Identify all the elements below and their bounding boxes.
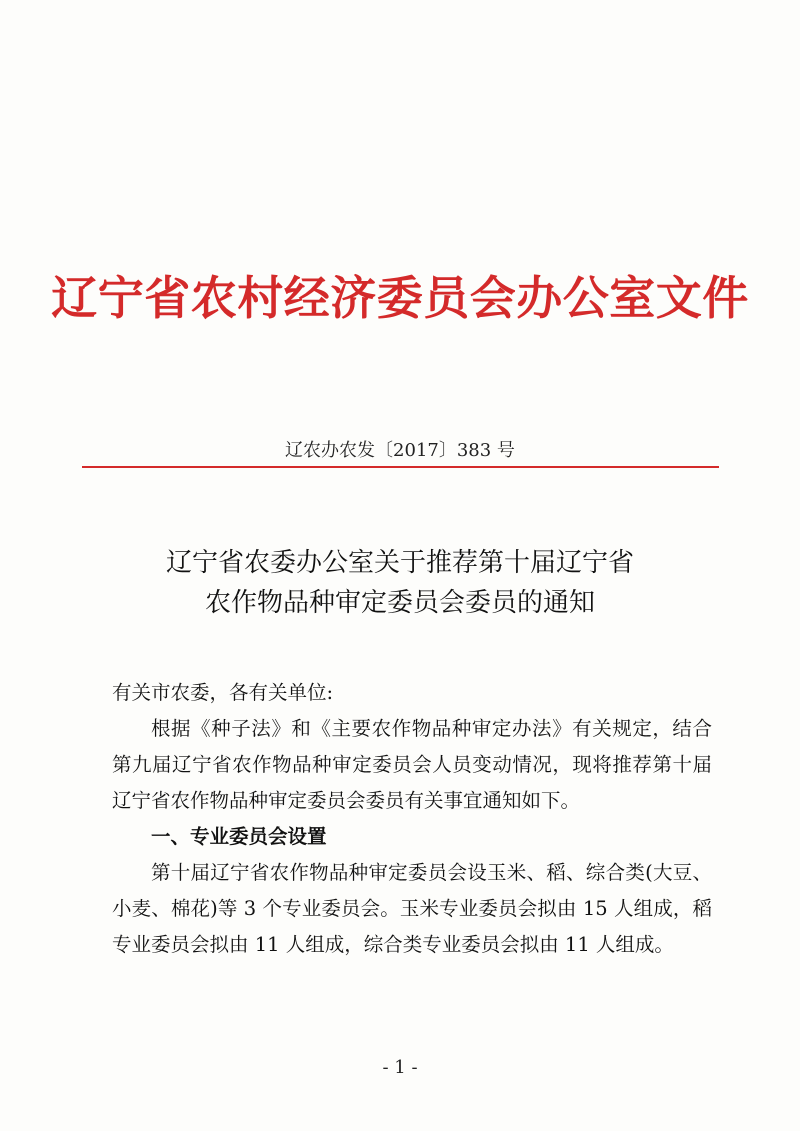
body-paragraph-2: 第十届辽宁省农作物品种审定委员会设玉米、稻、综合类(大豆、小麦、棉花)等 3 个专业委员会。玉米专业委员会拟由 15 人组成，稻专业委员会拟由 11 人组成，综合类专业委员会拟由 11 人组成。: [112, 861, 712, 956]
notice-title-line-1: 辽宁省农委办公室关于推荐第十届辽宁省: [165, 548, 634, 578]
salutation: 有关市农委，各有关单位:: [112, 681, 334, 704]
page-number: - 1 -: [382, 1057, 418, 1078]
body-paragraph-1: 根据《种子法》和《主要农作物品种审定办法》有关规定，结合第九届辽宁省农作物品种审定委员会人员变动情况，现将推荐第十届辽宁省农作物品种审定委员会委员有关事宜通知如下。: [112, 717, 712, 812]
notice-title-line-2: 农作物品种审定委员会委员的通知: [204, 588, 595, 618]
notice-title: [0, 543, 800, 623]
document-number: 辽农办农发〔2017〕383 号: [285, 440, 515, 461]
notice-body: [112, 675, 712, 963]
issuing-authority-title: 辽宁省农村经济委员会办公室文件: [51, 271, 749, 325]
section-heading-1: 一、专业委员会设置: [151, 825, 327, 848]
red-divider-rule: [82, 466, 719, 468]
